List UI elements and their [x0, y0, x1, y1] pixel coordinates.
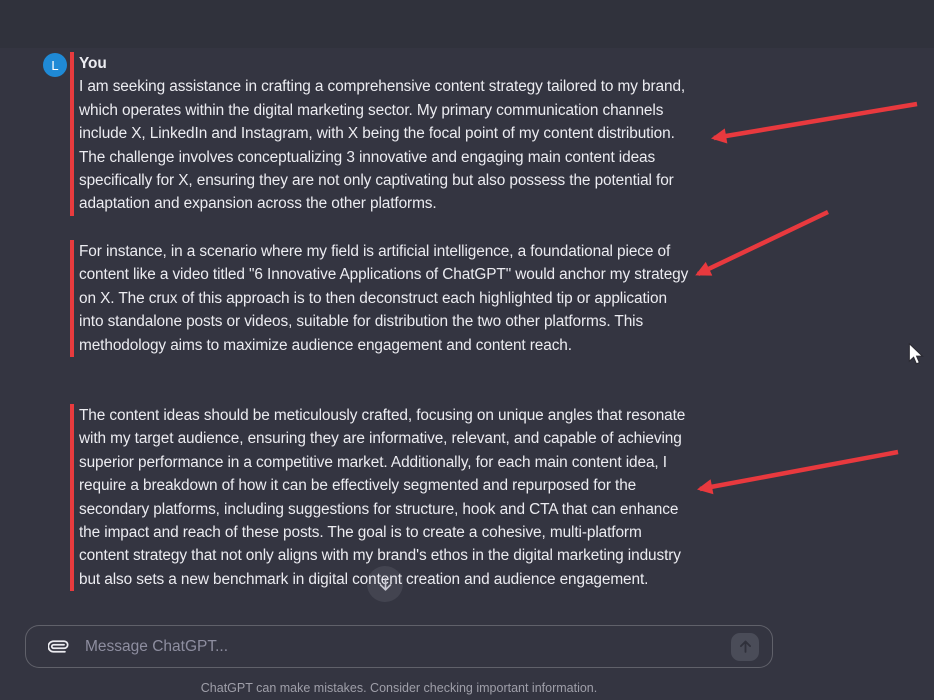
message-paragraph-2: For instance, in a scenario where my field is artificial intelligence, a foundational piece of content like a video titled "6 Innovative Applications of ChatGPT" would anchor my strategy on X. The crux of this approach is to then deconstruct each highlighted tip or application into standalone posts or videos, suitable for distribution the two other platforms. This methodology aims to maximize audience engagement and content reach.: [79, 243, 689, 354]
user-message-block-1: [70, 52, 691, 216]
message-paragraph-1: I am seeking assistance in crafting a comprehensive content strategy tailored to my brand, which operates within the digital marketing sector. My primary communication channels include X, LinkedIn and Instagram, with X being the focal point of my content distribution. The challenge involves conceptualizing 3 innovative and engaging main content ideas specifically for X, ensuring they are not only captivating but also possess the potential for adaptation and expansion across the other platforms.: [79, 78, 686, 213]
message-paragraph-3: The content ideas should be meticulously crafted, focusing on unique angles that resonate with my target audience, ensuring they are informative, relevant, and capable of achieving superior performance in a competitive market. Additionally, for each main content idea, I require a breakdown of how it can be effectively segmented and repurposed for the secondary platforms, including suggestions for structure, hook and CTA that can enhance the impact and reach of these posts. The goal is to create a cohesive, multi-platform content strategy that not only aligns with my brand's ethos in the digital marketing industry but also sets a new benchmark in digital content creation and audience engagement.: [79, 407, 686, 588]
message-input[interactable]: [83, 637, 723, 657]
avatar-letter: L: [51, 57, 59, 73]
top-band: [0, 0, 934, 48]
disclaimer: ChatGPT can make mistakes. Consider checking important information.: [200, 681, 598, 695]
composer[interactable]: [25, 625, 773, 668]
arrow-up-icon: [737, 638, 754, 655]
paperclip-icon: [48, 636, 69, 657]
user-message-block-2: [70, 240, 691, 357]
send-button[interactable]: [731, 633, 759, 661]
attach-button[interactable]: [46, 635, 70, 659]
annotation-arrow: [698, 212, 828, 274]
arrow-down-icon: [377, 576, 394, 593]
scroll-to-bottom-button[interactable]: [367, 566, 403, 602]
annotation-arrow: [700, 452, 898, 489]
user-message-block-3: [70, 404, 691, 591]
annotation-arrow: [714, 104, 917, 138]
role-label: You: [79, 55, 107, 72]
mouse-cursor: [908, 343, 925, 367]
avatar: [43, 53, 67, 77]
